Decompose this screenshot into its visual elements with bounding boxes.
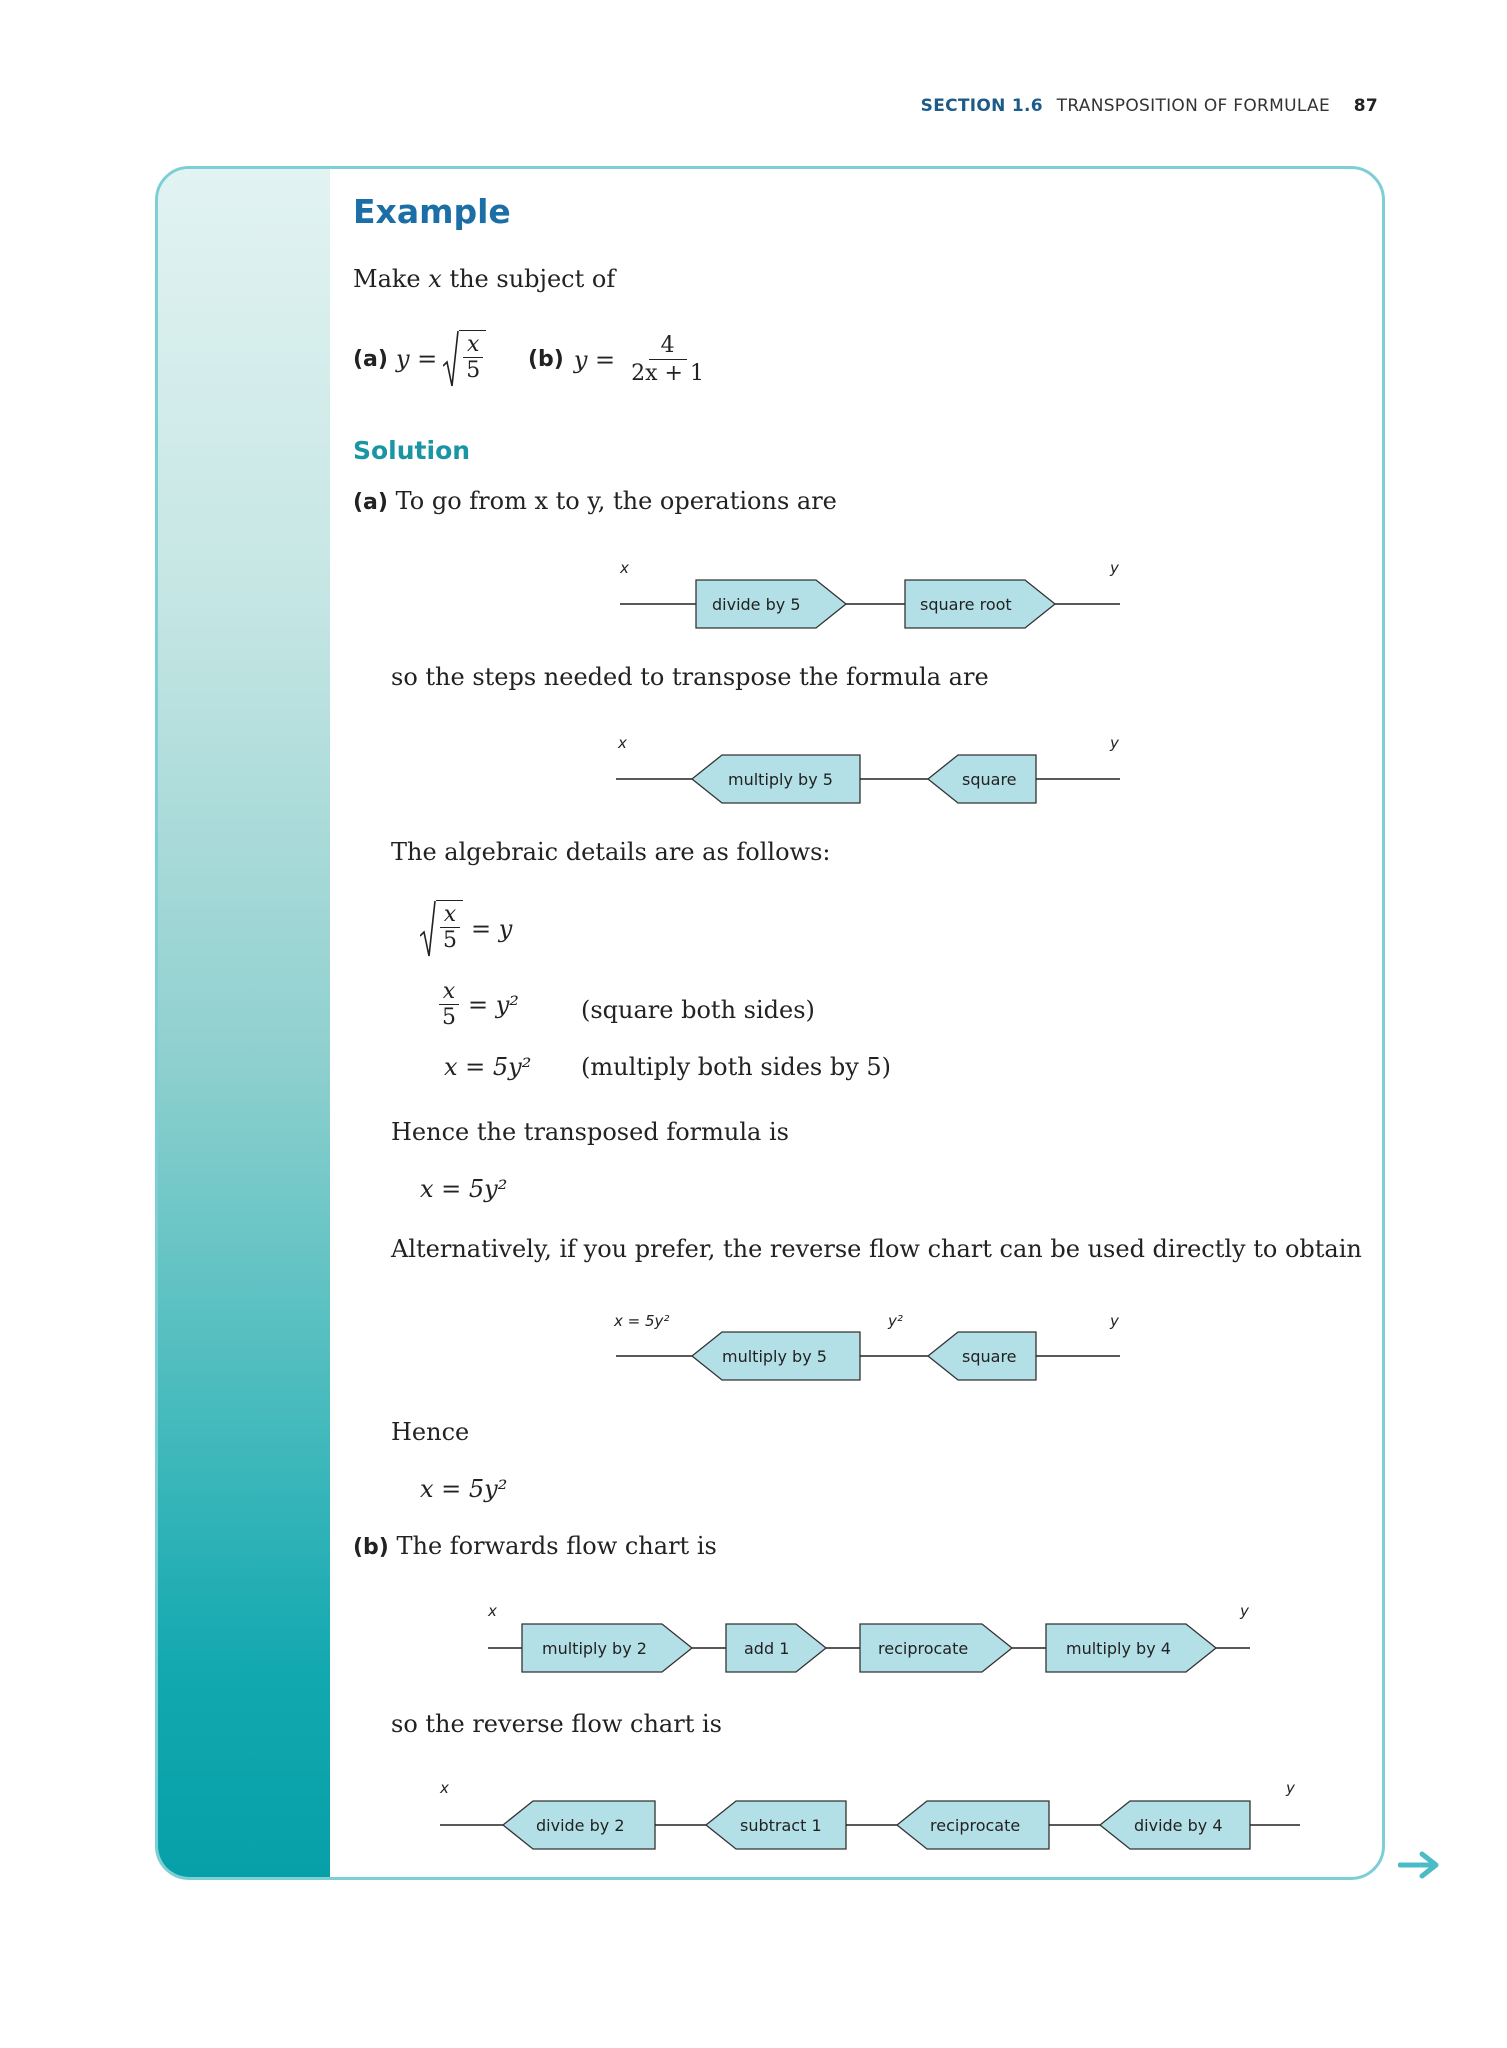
flowchart-b-forward — [487, 1602, 1250, 1672]
arrow-right-icon — [1398, 1850, 1442, 1880]
flowchart-b-reverse — [439, 1779, 1300, 1849]
fc-b-reverse-start: x — [440, 1779, 449, 1797]
algebra-row-3: x = 5y² — [444, 1053, 532, 1081]
part-b-label: (b) — [528, 347, 564, 373]
sqrt-symbol-algebra — [420, 900, 463, 958]
fc-box-label: square — [962, 1347, 1017, 1366]
section-title: TRANSPOSITION OF FORMULAE — [1056, 96, 1331, 116]
algebra-row-1 — [420, 900, 512, 958]
hence-transposed-text: Hence the transposed formula is — [391, 1118, 789, 1146]
fc-box-label: add 1 — [744, 1639, 790, 1658]
fc-box-label: square — [962, 770, 1017, 789]
prompt-variable: x — [428, 265, 442, 293]
result-formula-2: x = 5y² — [420, 1475, 508, 1503]
fc-box-label: reciprocate — [930, 1816, 1021, 1835]
prompt-text-end: the subject of — [441, 265, 616, 293]
section-number: SECTION 1.6 — [920, 96, 1043, 116]
equation-a-lhs: y = — [395, 345, 438, 373]
part-b-intro-text: The forwards flow chart is — [396, 1532, 717, 1560]
result-formula-1: x = 5y² — [420, 1175, 508, 1203]
algebra-frac-num: x — [442, 979, 456, 1004]
fc-direct-start: x = 5y² — [614, 1312, 670, 1330]
reverse-intro-text: so the reverse flow chart is — [391, 1710, 722, 1738]
flowchart-a-forward — [619, 559, 1120, 628]
fc-a-reverse-end: y — [1110, 734, 1119, 752]
fc-direct-mid: y² — [888, 1312, 903, 1330]
prompt-text: Make — [353, 265, 429, 293]
hence-text: Hence — [391, 1418, 470, 1446]
fc-b-forward-end: y — [1240, 1602, 1249, 1620]
fc-box-label: divide by 5 — [712, 595, 801, 614]
fc-box-label: subtract 1 — [740, 1816, 822, 1835]
alternatively-text: Alternatively, if you prefer, the reverse flow chart can be used directly to obtain — [391, 1235, 1362, 1263]
fc-box-label: multiply by 5 — [722, 1347, 827, 1366]
eq-a-numerator: x — [467, 332, 480, 357]
solution-heading: Solution — [353, 436, 471, 465]
algebra-frac-den: 5 — [442, 1005, 456, 1031]
part-b-intro — [353, 1532, 717, 1560]
fc-box-label: divide by 4 — [1134, 1816, 1223, 1835]
flowchart-a-reverse-direct — [613, 1312, 1120, 1380]
algebra-frac-num: x — [443, 902, 457, 927]
eq-b-denominator: 2x + 1 — [631, 361, 704, 387]
fc-box-label: multiply by 2 — [542, 1639, 647, 1658]
eq-b-numerator: 4 — [649, 334, 687, 360]
solution-a-label: (a) — [353, 490, 388, 515]
eq-a-denominator: 5 — [466, 358, 481, 384]
fc-b-forward-start: x — [488, 1602, 497, 1620]
example-heading: Example — [353, 192, 511, 231]
part-a-label: (a) — [353, 346, 388, 372]
algebra-row-1-rhs: = y — [471, 915, 513, 943]
algebra-row-2 — [438, 980, 519, 1029]
equation-b-lhs: y = — [573, 345, 616, 374]
fc-box-label: reciprocate — [878, 1639, 969, 1658]
fc-a-reverse-start: x — [618, 734, 627, 752]
fc-box-label: divide by 2 — [536, 1816, 625, 1835]
algebra-frac-den: 5 — [443, 928, 457, 954]
algebra-note-square: (square both sides) — [581, 996, 815, 1024]
fc-box-label: multiply by 5 — [728, 770, 833, 789]
part-a-intro-text: To go from x to y, the operations are — [395, 487, 837, 515]
fc-box-label: multiply by 4 — [1066, 1639, 1171, 1658]
solution-b-label: (b) — [353, 1535, 389, 1560]
algebra-note-multiply: (multiply both sides by 5) — [581, 1053, 892, 1081]
fc-a-forward-start: x — [620, 559, 629, 577]
fc-b-reverse-end: y — [1286, 1779, 1295, 1797]
fc-direct-end: y — [1110, 1312, 1119, 1330]
fc-box-label: square root — [920, 595, 1012, 614]
steps-needed-text: so the steps needed to transpose the formula are — [391, 663, 989, 691]
page-number: 87 — [1353, 96, 1378, 116]
algebra-row-2-rhs: = y² — [468, 990, 519, 1019]
fc-a-forward-end: y — [1110, 559, 1119, 577]
flowchart-a-reverse — [616, 734, 1120, 803]
algebraic-details-text: The algebraic details are as follows: — [391, 838, 831, 866]
